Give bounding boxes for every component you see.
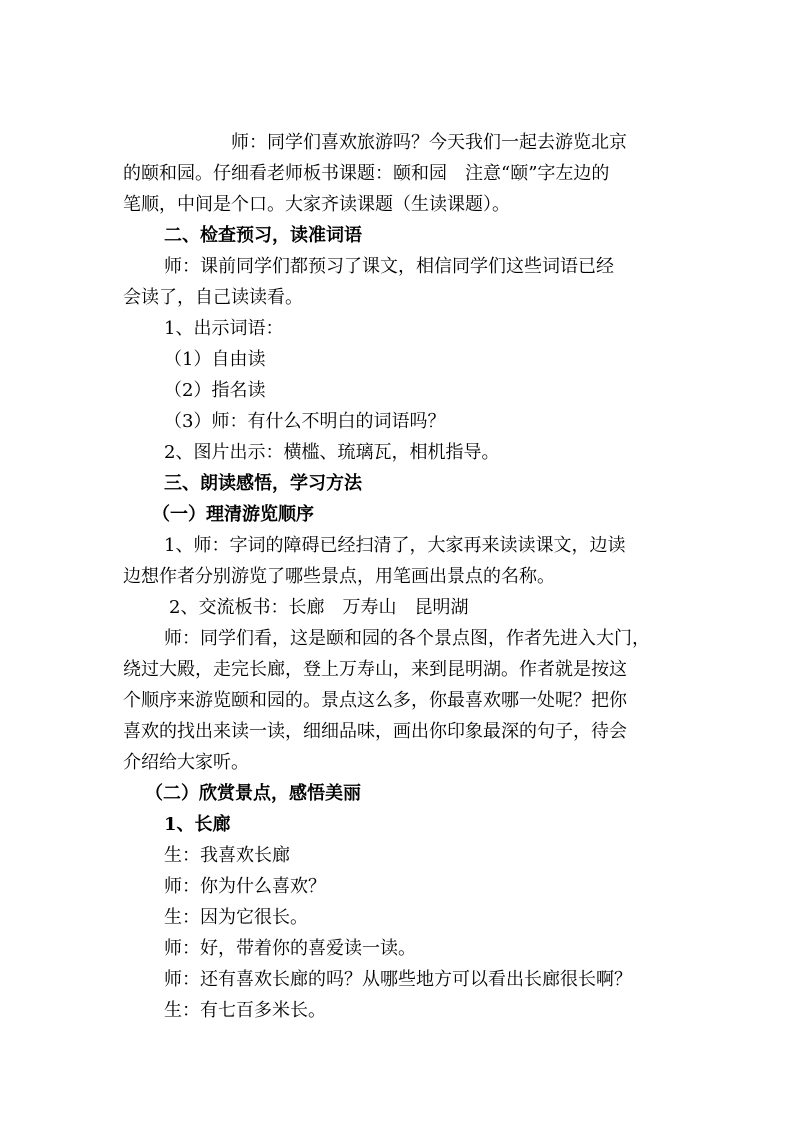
paragraph-line: 个顺序来游览颐和园的。景点这么多，你最喜欢哪一处呢？把你 <box>123 690 627 711</box>
list-item: （3）师：有什么不明白的词语吗？ <box>164 411 446 432</box>
dialogue-line: 师：还有喜欢长廊的吗？从哪些地方可以看出长廊很长啊？ <box>164 969 632 990</box>
paragraph-line: 边想作者分别游览了哪些景点，用笔画出景点的名称。 <box>123 566 555 587</box>
paragraph-line: 师：课前同学们都预习了课文，相信同学们这些词语已经 <box>164 256 614 277</box>
paragraph-line: 会读了，自己读读看。 <box>123 287 303 308</box>
list-item: （2）指名读 <box>164 380 266 401</box>
subsection-heading: （二）欣赏景点，感悟美丽 <box>145 783 361 804</box>
dialogue-line: 师：好，带着你的喜爱读一读。 <box>164 938 416 959</box>
item-heading: 1、长廊 <box>164 814 231 835</box>
paragraph-line: 介绍给大家听。 <box>123 752 249 773</box>
list-item: 1、出示词语： <box>164 318 284 339</box>
paragraph-line: 笔顺，中间是个口。大家齐读课题（生读课题）。 <box>123 194 510 215</box>
list-item: （1）自由读 <box>164 349 266 370</box>
paragraph-line: 1、师：字词的障碍已经扫清了，大家再来读读课文，边读 <box>164 535 626 556</box>
dialogue-line: 生：有七百多米长。 <box>164 1000 326 1021</box>
paragraph-line: 绕过大殿，走完长廊，登上万寿山，来到昆明湖。作者就是按这 <box>123 659 627 680</box>
section-heading: 三、朗读感悟，学习方法 <box>164 473 362 494</box>
subsection-heading: （一）理清游览顺序 <box>152 504 314 525</box>
dialogue-line: 师：你为什么喜欢？ <box>164 876 326 897</box>
section-heading: 二、检查预习，读准词语 <box>164 225 362 246</box>
paragraph-line: 师：同学们看，这是颐和园的各个景点图，作者先进入大门， <box>164 628 650 649</box>
paragraph-line: 2、交流板书：长廊 万寿山 昆明湖 <box>169 597 469 618</box>
paragraph-line: 的颐和园。仔细看老师板书课题：颐和园 注意“颐”字左边的 <box>123 163 610 184</box>
dialogue-line: 生：因为它很长。 <box>164 907 308 928</box>
list-item: 2、图片出示：横槛、琉璃瓦，相机指导。 <box>164 442 500 463</box>
dialogue-line: 生：我喜欢长廊 <box>164 845 290 866</box>
paragraph-line: 师：同学们喜欢旅游吗？今天我们一起去游览北京 <box>231 132 627 153</box>
paragraph-line: 喜欢的找出来读一读，细细品味，画出你印象最深的句子，待会 <box>123 721 627 742</box>
